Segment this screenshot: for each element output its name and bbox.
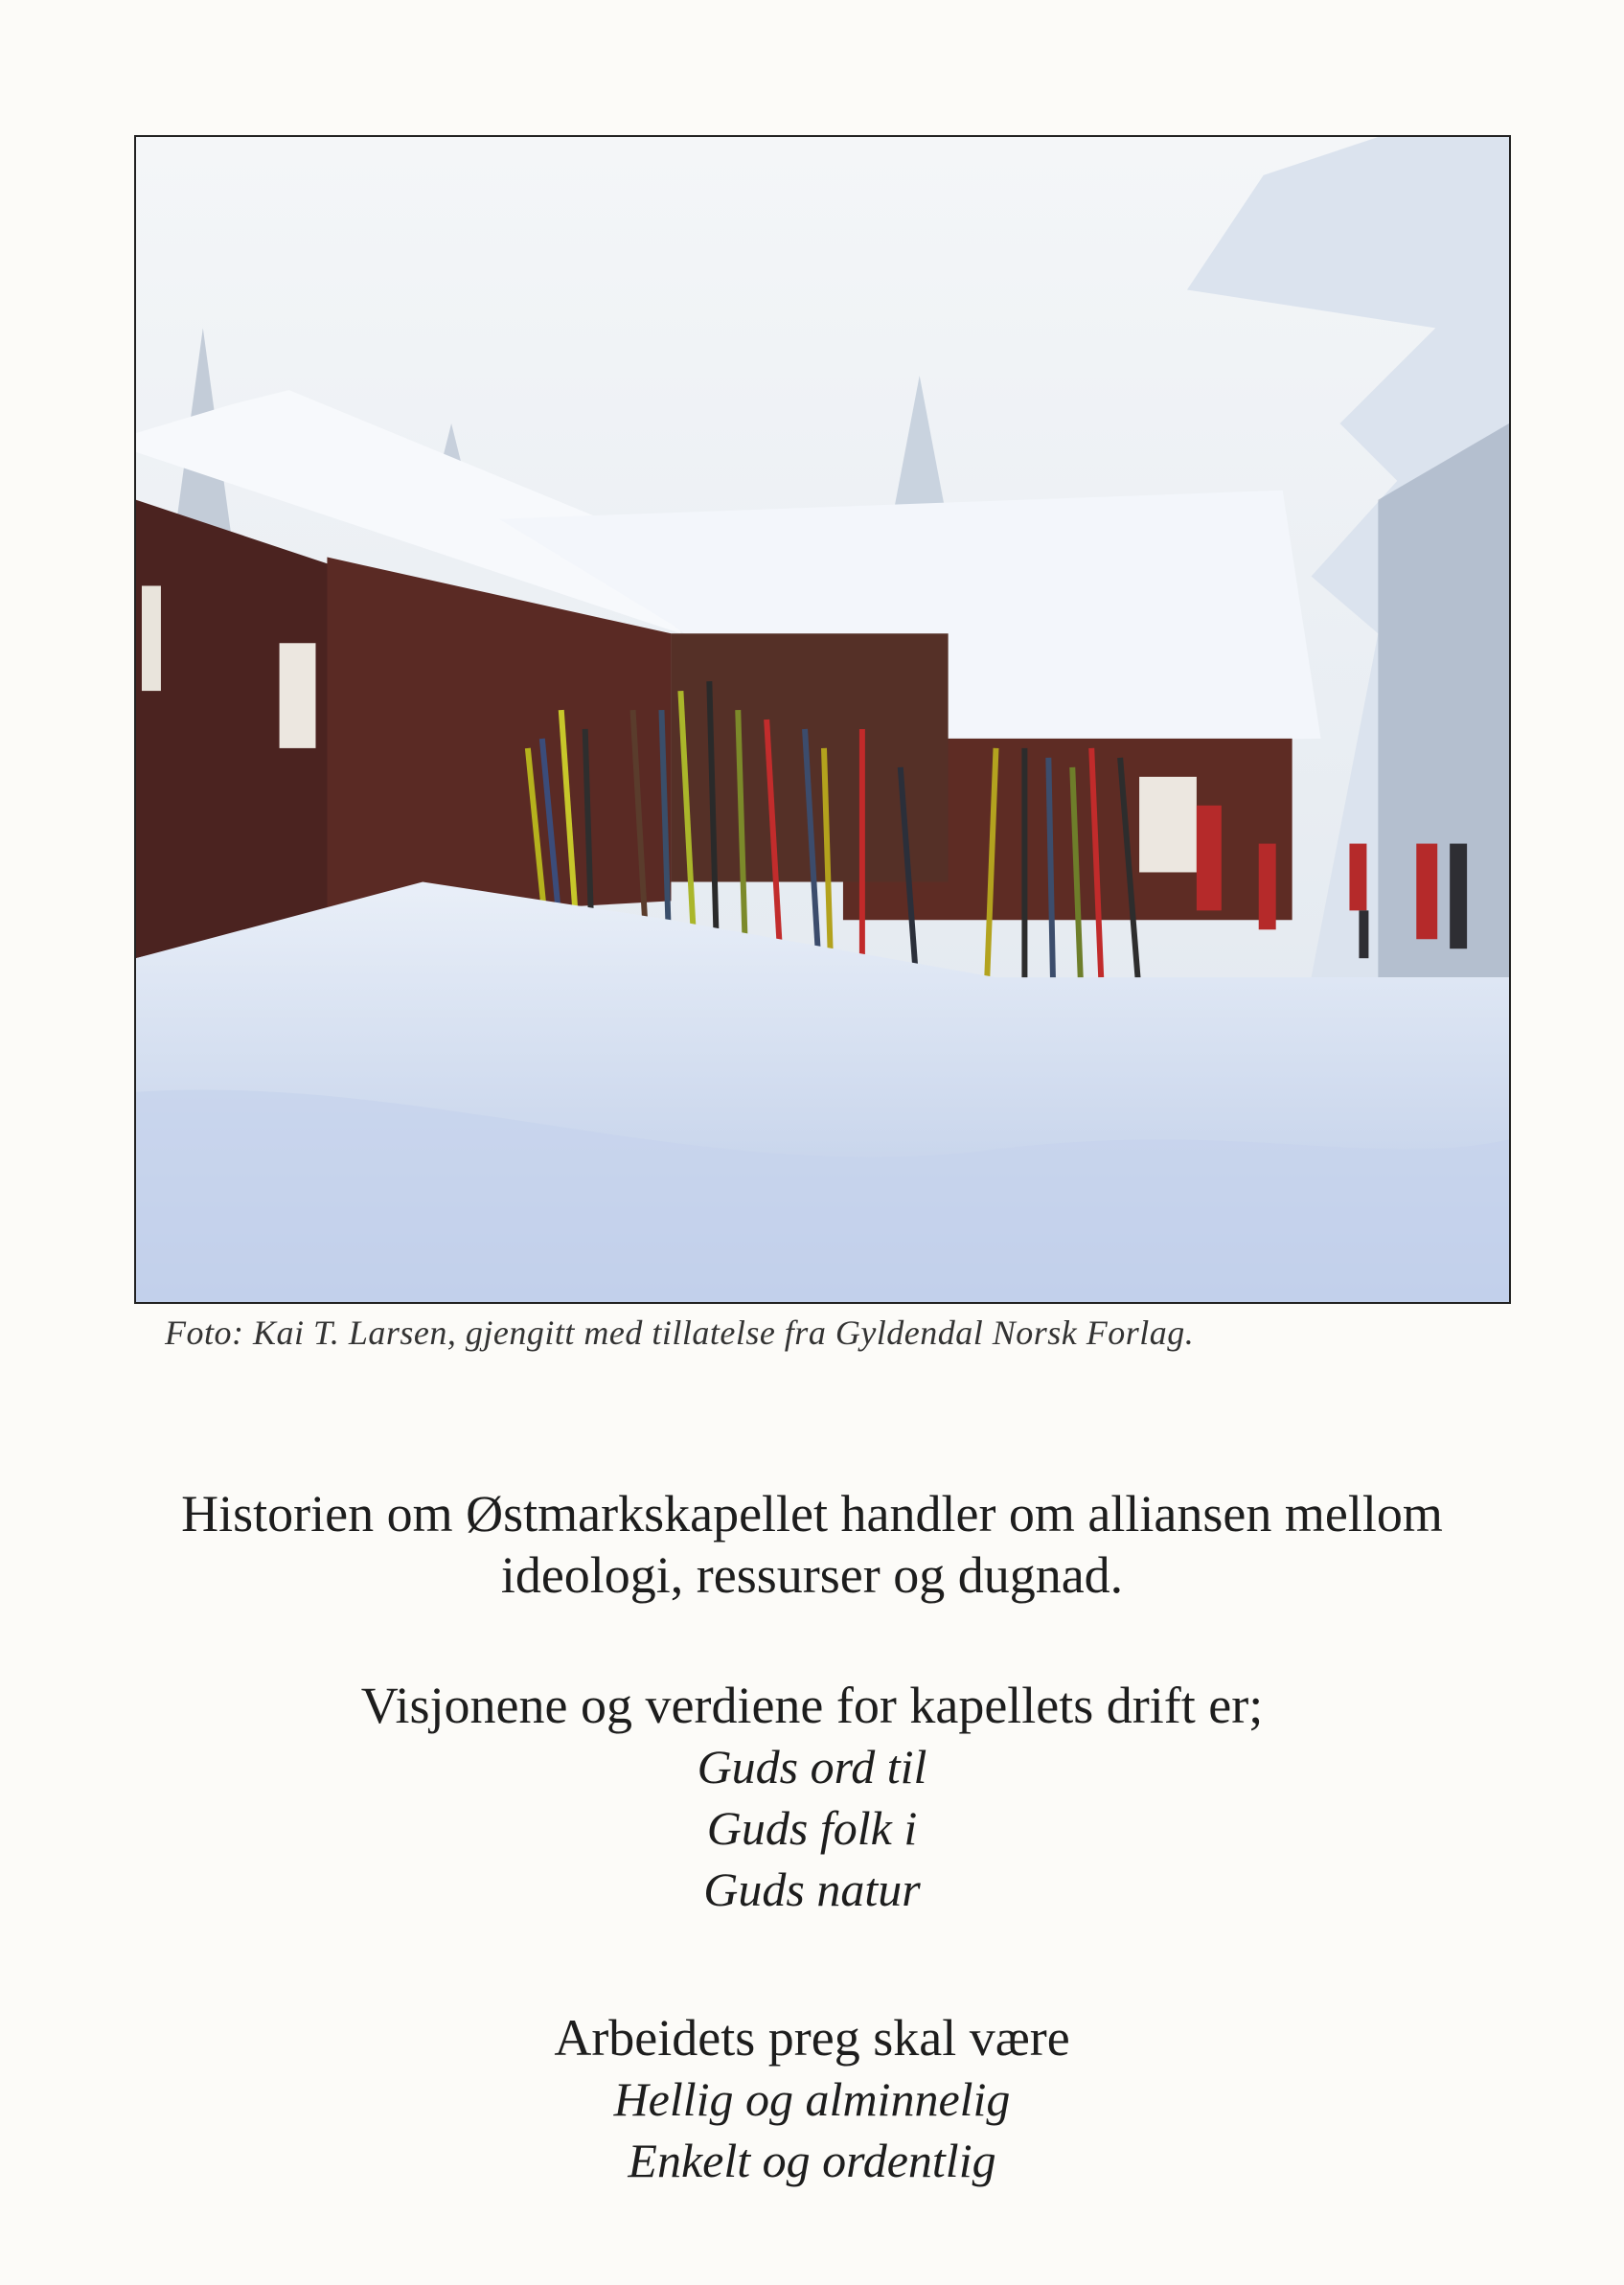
intro-line-2: ideologi, ressurser og dugnad.: [500, 1546, 1124, 1604]
vision-item: Guds natur: [703, 1862, 921, 1916]
photo-illustration: [136, 137, 1509, 1302]
work-item: Enkelt og ordentlig: [628, 2134, 996, 2187]
work-section: [0, 2007, 1624, 2191]
work-heading: Arbeidets preg skal være: [554, 2009, 1070, 2067]
visions-heading: Visjonene og verdiene for kapellets drift er;: [360, 1677, 1264, 1734]
work-item: Hellig og alminnelig: [613, 2072, 1011, 2126]
intro-paragraph: [0, 1483, 1624, 1606]
winter-cabin-photo: [134, 135, 1511, 1304]
visions-section: [0, 1675, 1624, 1920]
vision-item: Guds ord til: [697, 1740, 927, 1794]
intro-line-1: Historien om Østmarkskapellet handler om alliansen mellom: [181, 1485, 1443, 1542]
photo-caption: Foto: Kai T. Larsen, gjengitt med tillatelse fra Gyldendal Norsk Forlag.: [165, 1314, 1195, 1352]
vision-item: Guds folk i: [706, 1801, 918, 1855]
